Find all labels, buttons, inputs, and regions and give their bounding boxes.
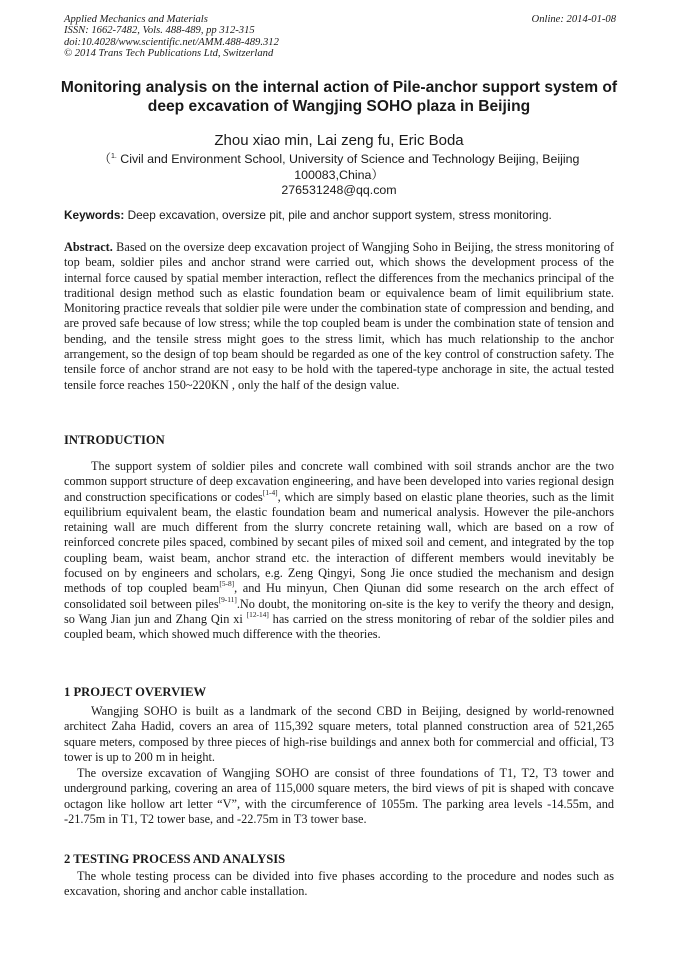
issn-line: ISSN: 1662-7482, Vols. 488-489, pp 312-315 <box>64 25 255 37</box>
intro-text-5: has carried on the stress monitoring of rebar of the soldier piles and coupled beam, which showed much difference with the theories. <box>64 611 614 642</box>
journal-header <box>64 14 279 59</box>
section1-paragraph-2: The oversize excavation of Wangjing SOHO are consist of three foundations of T1, T2, T3 tower and underground parking, covering an area of 115,000 square meters, the bird views of pit is shaped with concave octagon like hollow art letter “V”, with the circumference of 1055m. The parking area levels -14.55m, and -21.75m in T1, T2 tower base, and -22.75m in T3 tower base. <box>64 766 614 826</box>
citation-ref: [12-14] <box>246 609 269 619</box>
intro-text-2: , which are simply based on elastic plane theories, such as the limit equilibrium equivalent beam, the elastic foundation beam and numerical analysis. However the pile-anchors retaining wall are much different from the slurry concrete retaining wall, which are based on a row of reinforced concrete piles spaced, combined by secant piles of mixed soil and cement, and integrated by the top coupling beam, waist beam, anchor strand etc. the interaction of different members would inevitably be focused on by engineers and scholars, e.g. Zeng Qingyi, Song Jie once studied the mechanism and design methods of top coupled beam <box>64 489 614 596</box>
intro-text-4: .No doubt, the monitoring on-site is the key to verify the theory and design, so Wang Jian jun and Zhang Qin xi <box>64 596 614 626</box>
keywords-line <box>64 208 616 223</box>
copyright-line: © 2014 Trans Tech Publications Ltd, Switzerland <box>64 47 274 59</box>
intro-text-1: The support system of soldier piles and concrete wall combined with soil strands anchor are the two common support structure of deep excavation engineering, and have been developed into varies regional design and construction specifications or codes <box>64 459 614 504</box>
citation-ref: [9-11] <box>218 594 237 604</box>
abstract <box>64 240 614 393</box>
affiliation-marker: 1. <box>110 153 117 160</box>
keywords-text: Deep excavation, oversize pit, pile and anchor support system, stress monitoring. <box>124 208 552 222</box>
author-affiliation <box>72 151 606 184</box>
section1-paragraph-1: Wangjing SOHO is built as a landmark of the second CBD in Beijing, designed by world-renowned architect Zaha Hadid, covers an area of 115,392 square meters, total planned construction area of 521,265 square meters, composed by three pieces of high-rise buildings and annex both for commercial and official, T3 tower is up to 200 m in height. <box>64 704 614 764</box>
intro-text-3: , and Hu minyun, Chen Qiunan did some research on the arch effect of consolidated soil between piles <box>64 581 614 611</box>
affiliation-open-paren: （ <box>98 152 111 166</box>
affiliation-text: Civil and Environment School, University of Science and Technology Beijing, Beijing 100083,China） <box>116 152 580 183</box>
abstract-label: Abstract. <box>64 240 113 254</box>
section1-heading: 1 PROJECT OVERVIEW <box>64 685 207 699</box>
section2-paragraph-1: The whole testing process can be divided into five phases according to the procedure and nodes such as excavation, shoring and anchor cable installation. <box>64 869 614 899</box>
keywords-label: Keywords: <box>64 208 125 222</box>
intro-heading: INTRODUCTION <box>64 433 165 447</box>
author-email: 276531248@qq.com <box>281 183 397 197</box>
citation-ref: [5-8] <box>219 579 235 589</box>
paper-title: Monitoring analysis on the internal action of Pile-anchor support system of deep excavation of Wangjing SOHO plaza in Beijing <box>60 79 618 115</box>
online-date: Online: 2014-01-08 <box>531 14 616 25</box>
section2-heading: 2 TESTING PROCESS AND ANALYSIS <box>64 852 286 866</box>
intro-paragraph <box>64 459 614 643</box>
doi-line: doi:10.4028/www.scientific.net/AMM.488-489.312 <box>64 36 279 48</box>
citation-ref: [1-4] <box>262 487 278 497</box>
journal-name: Applied Mechanics and Materials <box>64 14 208 25</box>
abstract-text: Based on the oversize deep excavation project of Wangjing Soho in Beijing, the stress monitoring of top beam, soldier piles and anchor strand were carried out, which shows the development process of the internal force caused by spatial member interaction, reflect the differences from the mechanics principal of the traditional design method such as elastic foundation beam or equivalence beam of limit equilibrium state. Monitoring practice reveals that soldier pile were under the combination state of compression and bending, and are proved safe because of low stress; while the top coupled beam is under the combination state of tension and bending, and the tensile stress might goes to the stress limit, which has much relationship to the anchor arrangement, so the design of top beam should be regarded as one of the key control of construction safety. The tensile force of anchor strand are not easy to be hold with the tapered-type anchorage in site, the actual tested tensile force reaches 150~220KN , only the half of the design value. <box>64 240 614 392</box>
paper-authors: Zhou xiao min, Lai zeng fu, Eric Boda <box>214 132 464 149</box>
